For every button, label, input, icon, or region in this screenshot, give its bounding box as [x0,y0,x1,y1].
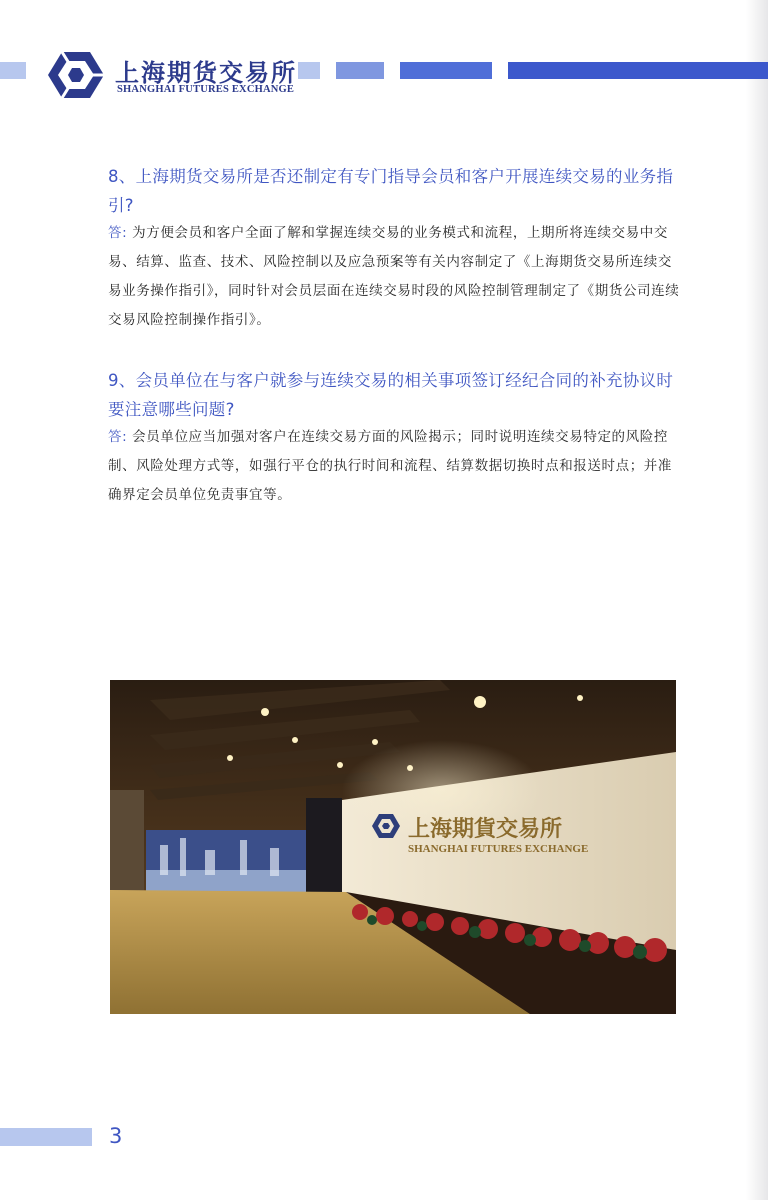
question-8: 8、上海期货交易所是否还制定有专门指导会员和客户开展连续交易的业务指引? [108,167,674,215]
page-edge-shadow [746,0,768,1200]
footer-bar [0,1128,92,1146]
answer-text: 会员单位应当加强对客户在连续交易方面的风险揭示；同时说明连续交易特定的风险控制、风险处理方式等，如强行平仓的执行时间和流程、结算数据切换时点和报送时点；并准确界定会员单位免责事宜等。 [108,429,672,503]
header-bar-left [0,62,26,79]
header-bar [336,62,384,79]
lobby-photo [110,680,676,1014]
answer-text: 为方便会员和客户全面了解和掌握连续交易的业务模式和流程，上期所将连续交易中交易、结算、监查、技术、风险控制以及应急预案等有关内容制定了《上海期货交易所连续交易业务操作指引》，同时针对会员层面在连续交易时段的风险控制管理制定了《期货公司连续交易风险控制操作指引》。 [108,225,680,328]
question-9: 9、会员单位在与客户就参与连续交易的相关事项签订经纪合同的补充协议时要注意哪些问题? [108,371,674,419]
page-number: 3 [109,1124,123,1148]
wall-sign-en: SHANGHAI FUTURES EXCHANGE [408,843,589,855]
header-bar [508,62,768,79]
brand-name-cn: 上海期货交易所 [115,58,297,87]
answer-label: 答: [108,225,128,241]
brand-name-en: SHANGHAI FUTURES EXCHANGE [117,84,295,95]
answer-9 [108,423,680,510]
wall-sign-cn: 上海期貨交易所 [408,816,563,842]
header-bar [298,62,320,79]
sfe-logo-icon [48,50,104,100]
answer-label: 答: [108,429,128,445]
header-bar [400,62,492,79]
answer-8 [108,219,680,335]
